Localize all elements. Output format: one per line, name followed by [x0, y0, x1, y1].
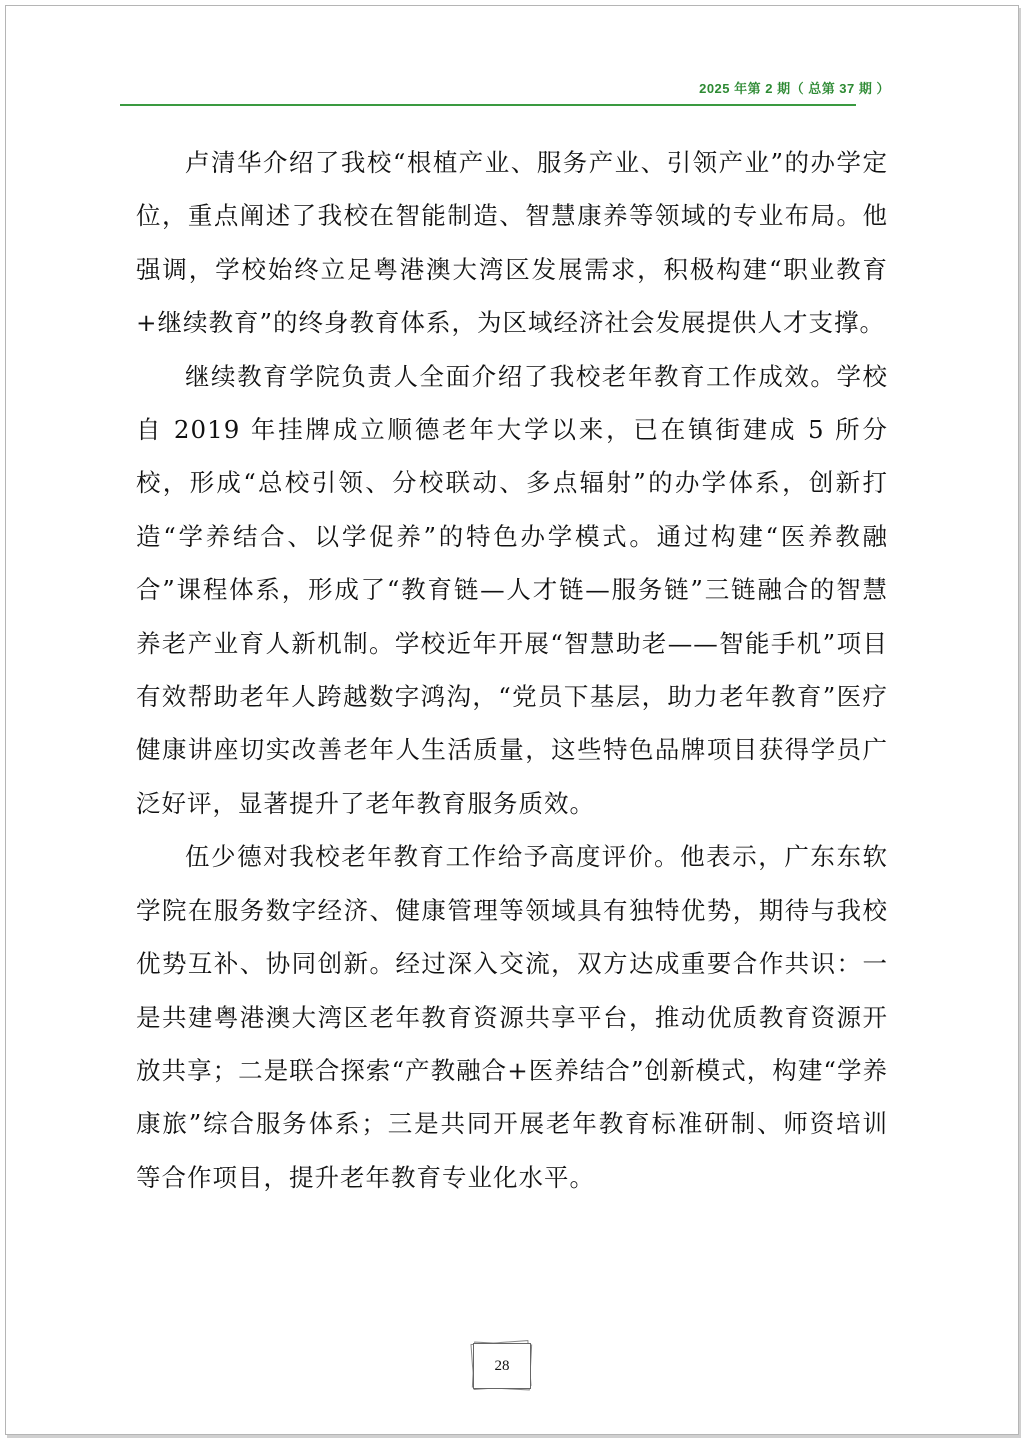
- page-number: 28: [494, 1357, 510, 1374]
- header-divider: [120, 104, 856, 106]
- page-number-sheet-front: [473, 1343, 531, 1389]
- paragraph-3: 伍少德对我校老年教育工作给予高度评价。他表示，广东东软学院在服务数字经济、健康管理等领域具有独特优势，期待与我校优势互补、协同创新。经过深入交流，双方达成重要合作共识：一是共建粤港澳大湾区老年教育资源共享平台，推动优质教育资源开放共享；二是联合探索“产教融合+医养结合”创新模式，构建“学养康旅”综合服务体系；三是共同开展老年教育标准研制、师资培训等合作项目，提升老年教育专业化水平。: [136, 842, 888, 1192]
- article-body: [136, 136, 888, 1204]
- paragraph-2: 继续教育学院负责人全面介绍了我校老年教育工作成效。学校自 2019 年挂牌成立顺德老年大学以来，已在镇街建成 5 所分校，形成“总校引领、分校联动、多点辐射”的办学体系，创新打造“学养结合、以学促养”的特色办学模式。通过构建“医养教融合”课程体系，形成了“教育链—人才链—服务链”三链融合的智慧养老产业育人新机制。学校近年开展“智慧助老——智能手机”项目有效帮助老年人跨越数字鸿沟，“党员下基层，助力老年教育”医疗健康讲座切实改善老年人生活质量，这些特色品牌项目获得学员广泛好评，显著提升了老年教育服务质效。: [136, 361, 888, 818]
- page-number-box: [470, 1340, 532, 1390]
- issue-header: 2025 年第 2 期（ 总第 37 期 ）: [699, 81, 890, 96]
- paragraph-1: 卢清华介绍了我校“根植产业、服务产业、引领产业”的办学定位，重点阐述了我校在智能制造、智慧康养等领域的专业布局。他强调，学校始终立足粤港澳大湾区发展需求，积极构建“职业教育+继续教育”的终身教育体系，为区域经济社会发展提供人才支撑。: [136, 148, 888, 338]
